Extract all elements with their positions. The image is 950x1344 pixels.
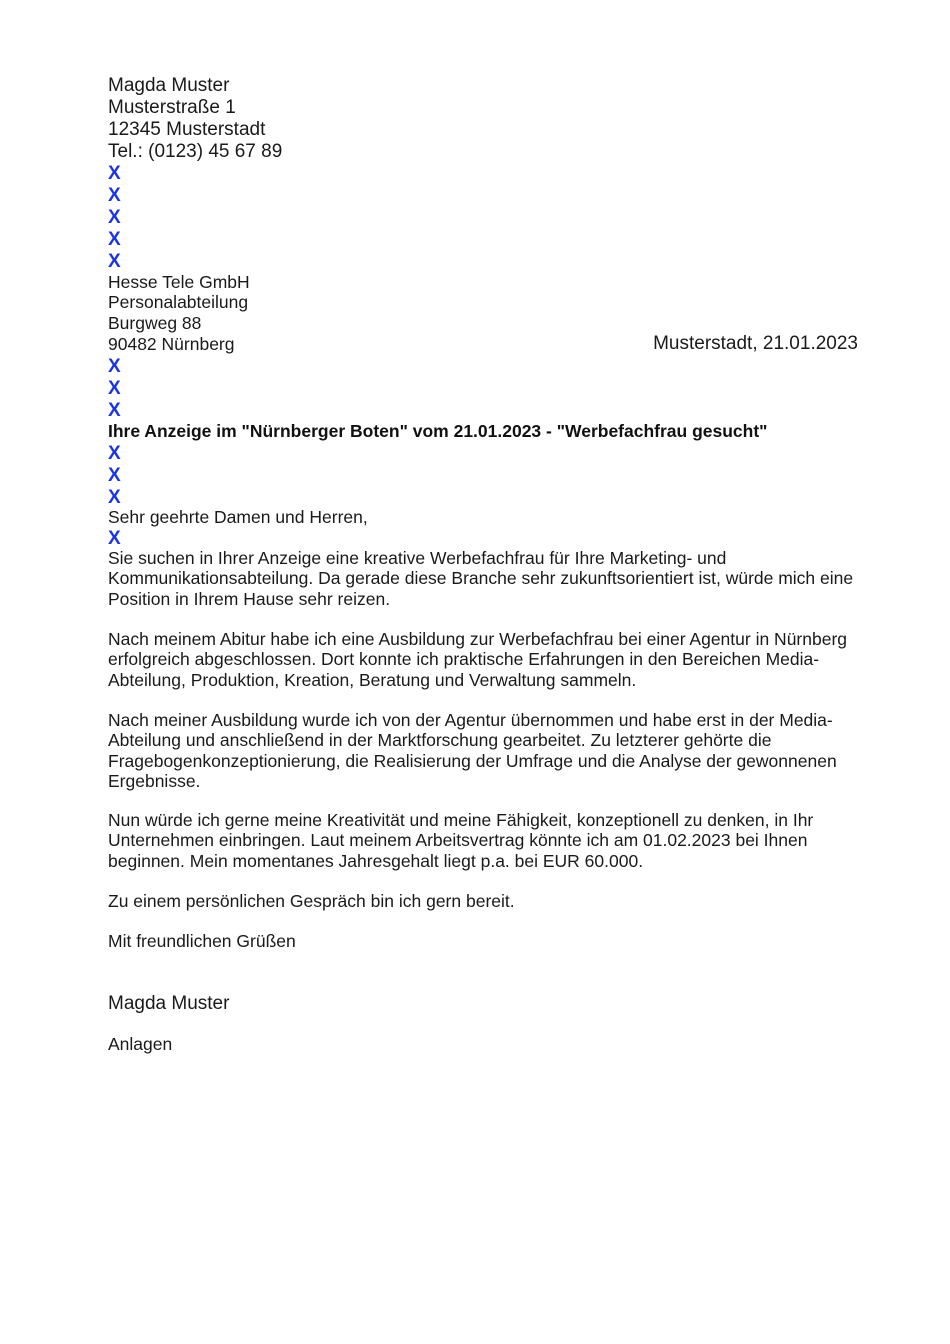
date-line: Musterstadt, 21.01.2023 <box>653 333 858 354</box>
enclosures: Anlagen <box>108 1034 173 1054</box>
spacer-marker: X <box>108 465 121 486</box>
subject-line: Ihre Anzeige im "Nürnberger Boten" vom 21.01.2023 - "Werbefachfrau gesucht" <box>108 421 768 441</box>
sender-street: Musterstraße 1 <box>108 97 236 118</box>
body-paragraph-5: Zu einem persönlichen Gespräch bin ich gern bereit. <box>108 891 515 911</box>
spacer-marker: X <box>108 487 121 508</box>
spacer-marker: X <box>108 528 121 549</box>
body-paragraph-4: Nun würde ich gerne meine Kreativität und meine Fähigkeit, konzeptionell zu denken, in Ihr Unternehmen einbringen. Laut meinem Arbeitsvertrag könnte ich am 01.02.2023 bei Ihnen beginnen. Mein momentanes Jahresgehalt liegt p.a. bei EUR 60.000. <box>108 810 814 871</box>
spacer-marker: X <box>108 251 121 272</box>
spacer-marker: X <box>108 356 121 377</box>
recipient-department: Personalabteilung <box>108 292 249 312</box>
spacer-marker: X <box>108 400 121 421</box>
signature-name: Magda Muster <box>108 993 230 1014</box>
spacer-marker: X <box>108 378 121 399</box>
sender-phone: Tel.: (0123) 45 67 89 <box>108 141 283 162</box>
spacer-marker: X <box>108 185 121 206</box>
recipient-street: Burgweg 88 <box>108 313 202 333</box>
recipient-company: Hesse Tele GmbH <box>108 272 250 292</box>
recipient-city: 90482 Nürnberg <box>108 334 235 354</box>
salutation: Sehr geehrte Damen und Herren, <box>108 507 368 527</box>
spacer-marker: X <box>108 229 121 250</box>
body-paragraph-2: Nach meinem Abitur habe ich eine Ausbildung zur Werbefachfrau bei einer Agentur in Nürnberg erfolgreich abgeschlossen. Dort konnte ich praktische Erfahrungen in den Bereichen Media-Abteilung, Produktion, Kreation, Beratung und Verwaltung sammeln. <box>108 629 848 690</box>
body-paragraph-3: Nach meiner Ausbildung wurde ich von der Agentur übernommen und habe erst in der Media-Abteilung und anschließend in der Marktforschung gearbeitet. Zu letzterer gehörte die Fragebogenkonzeptionierung, die Realisierung der Umfrage und die Analyse der gewonnenen Ergebnisse. <box>108 710 837 791</box>
sender-name: Magda Muster <box>108 75 230 96</box>
body-paragraph-1: Sie suchen in Ihrer Anzeige eine kreative Werbefachfrau für Ihre Marketing- und Kommunikationsabteilung. Da gerade diese Branche sehr zukunftsorientiert ist, würde mich eine Position in Ihrem Hause sehr reizen. <box>108 548 854 609</box>
closing: Mit freundlichen Grüßen <box>108 931 296 951</box>
spacer-marker: X <box>108 443 121 464</box>
spacer-marker: X <box>108 207 121 228</box>
sender-city: 12345 Musterstadt <box>108 119 266 140</box>
spacer-marker: X <box>108 163 121 184</box>
